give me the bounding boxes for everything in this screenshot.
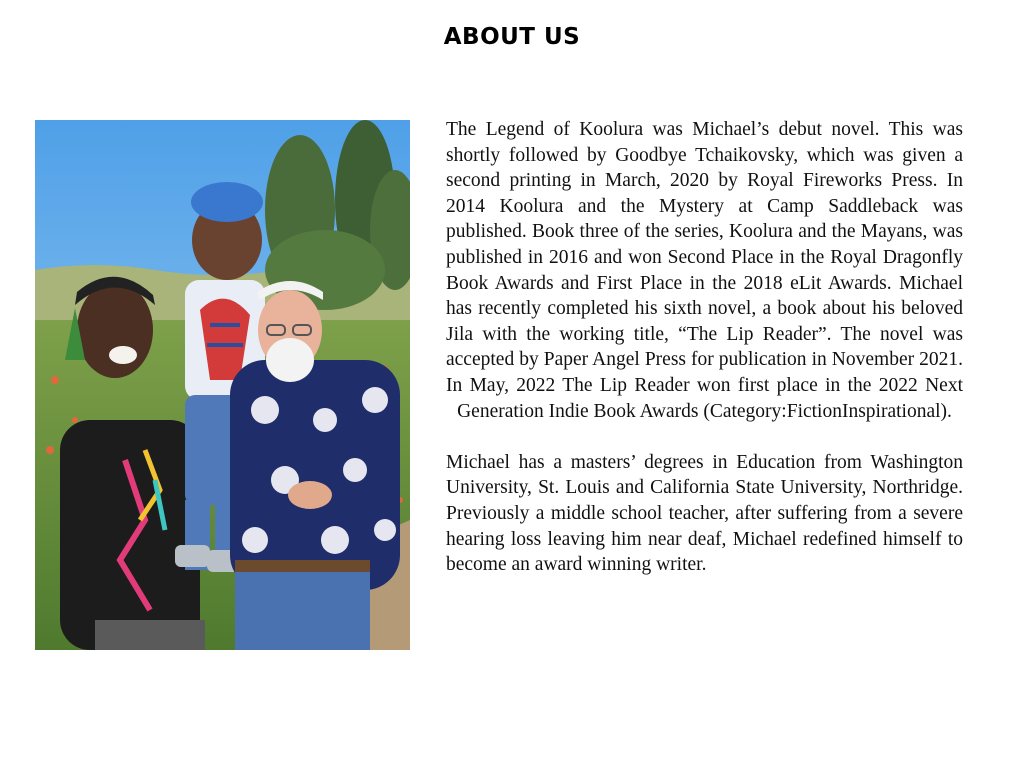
bio-paragraph-books: The Legend of Koolura was Michael’s debut novel. This was shortly followed by Goodbye Tchaikovsky, which was given a second printing in March, 2020 by Royal Fireworks Press. In 2014 Koolura and the Mystery at Camp Saddleback was published. Book three of the series, Koolura and the Mayans, was published in 2016 and won Second Place in the Royal Dragonfly Book Awards and First Place in the 2018 eLit Awards. Michael has recently completed his sixth novel, a book about his beloved Jila with the working title, “The Lip Reader”. The novel was accepted by Paper Angel Press for publication in November 2021. In May, 2022 The Lip Reader won first place in the 2022 Next Generation Indie Book Awards (Category:FictionInspirational). xyxy=(446,119,963,422)
about-text xyxy=(446,117,963,578)
bio-paragraph-education: Michael has a masters’ degrees in Education from Washington University, St. Louis and California State University, Northridge. Previously a middle school teacher, after suffering from a severe hearing loss leaving him near deaf, Michael redefined himself to become an award winning writer. xyxy=(446,451,963,576)
family-photo xyxy=(35,120,410,650)
page-title: ABOUT US xyxy=(443,24,581,50)
